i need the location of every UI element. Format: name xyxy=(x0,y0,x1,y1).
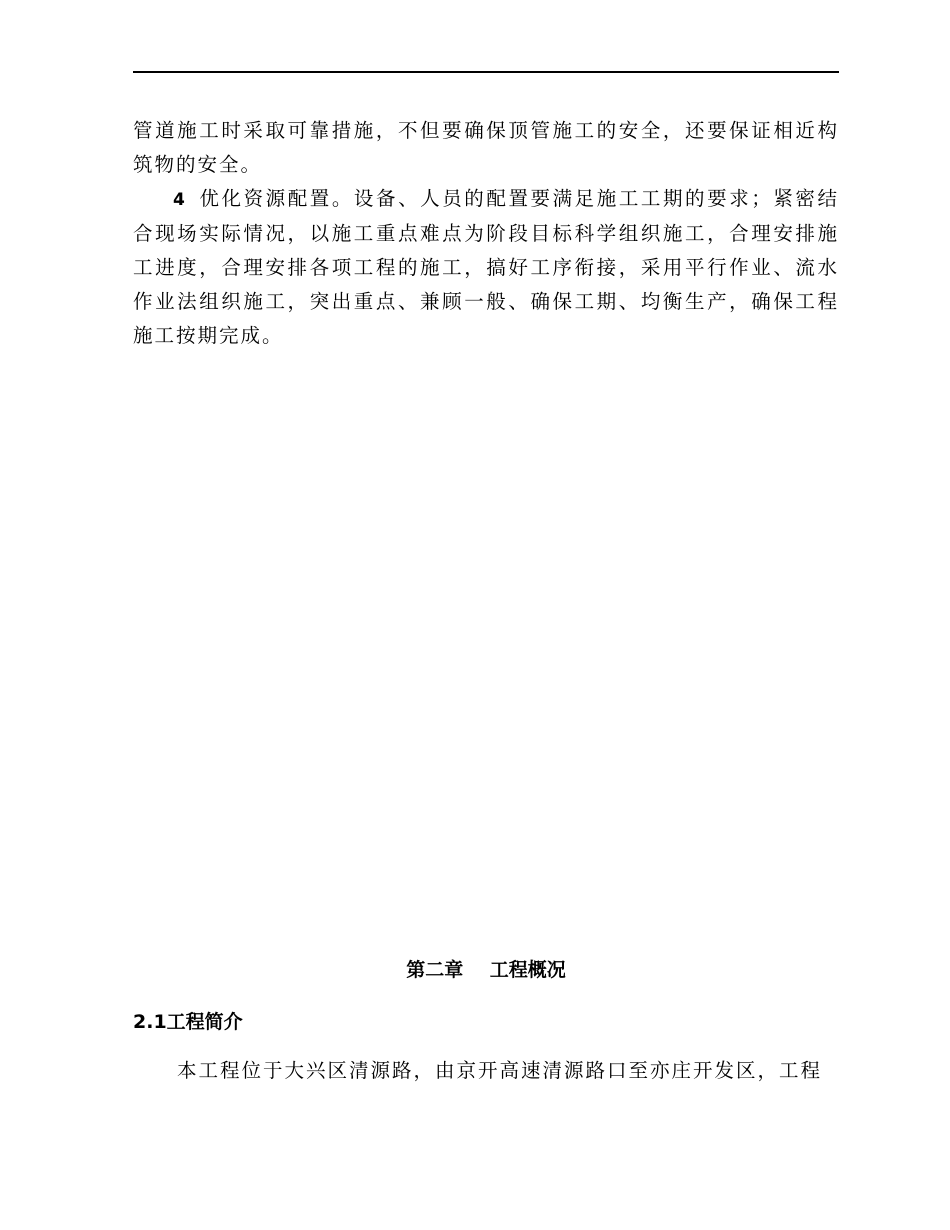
list-item-number: 4 xyxy=(173,190,185,210)
chapter-title: 第二章 工程概况 xyxy=(406,959,566,981)
header-rule xyxy=(133,71,839,73)
section-paragraph: 本工程位于大兴区清源路，由京开高速清源路口至亦庄开发区，工程 xyxy=(177,1059,823,1082)
paragraph-continued: 管道施工时采取可靠措施，不但要确保顶管施工的安全，还要保证相近构筑物的安全。 xyxy=(133,119,839,176)
section-title: 2.1工程简介 xyxy=(133,1011,243,1033)
list-item-text: 优化资源配置。设备、人员的配置要满足施工工期的要求；紧密结合现场实际情况，以施工重点难点为阶段目标科学组织施工，合理安排施工进度，合理安排各项工程的施工，搞好工序衔接，采用平行作业、流水作业法组织施工，突出重点、兼顾一般、确保工期、均衡生产，确保工程施工按期完成。 xyxy=(133,187,839,347)
list-item-4 xyxy=(133,182,839,353)
